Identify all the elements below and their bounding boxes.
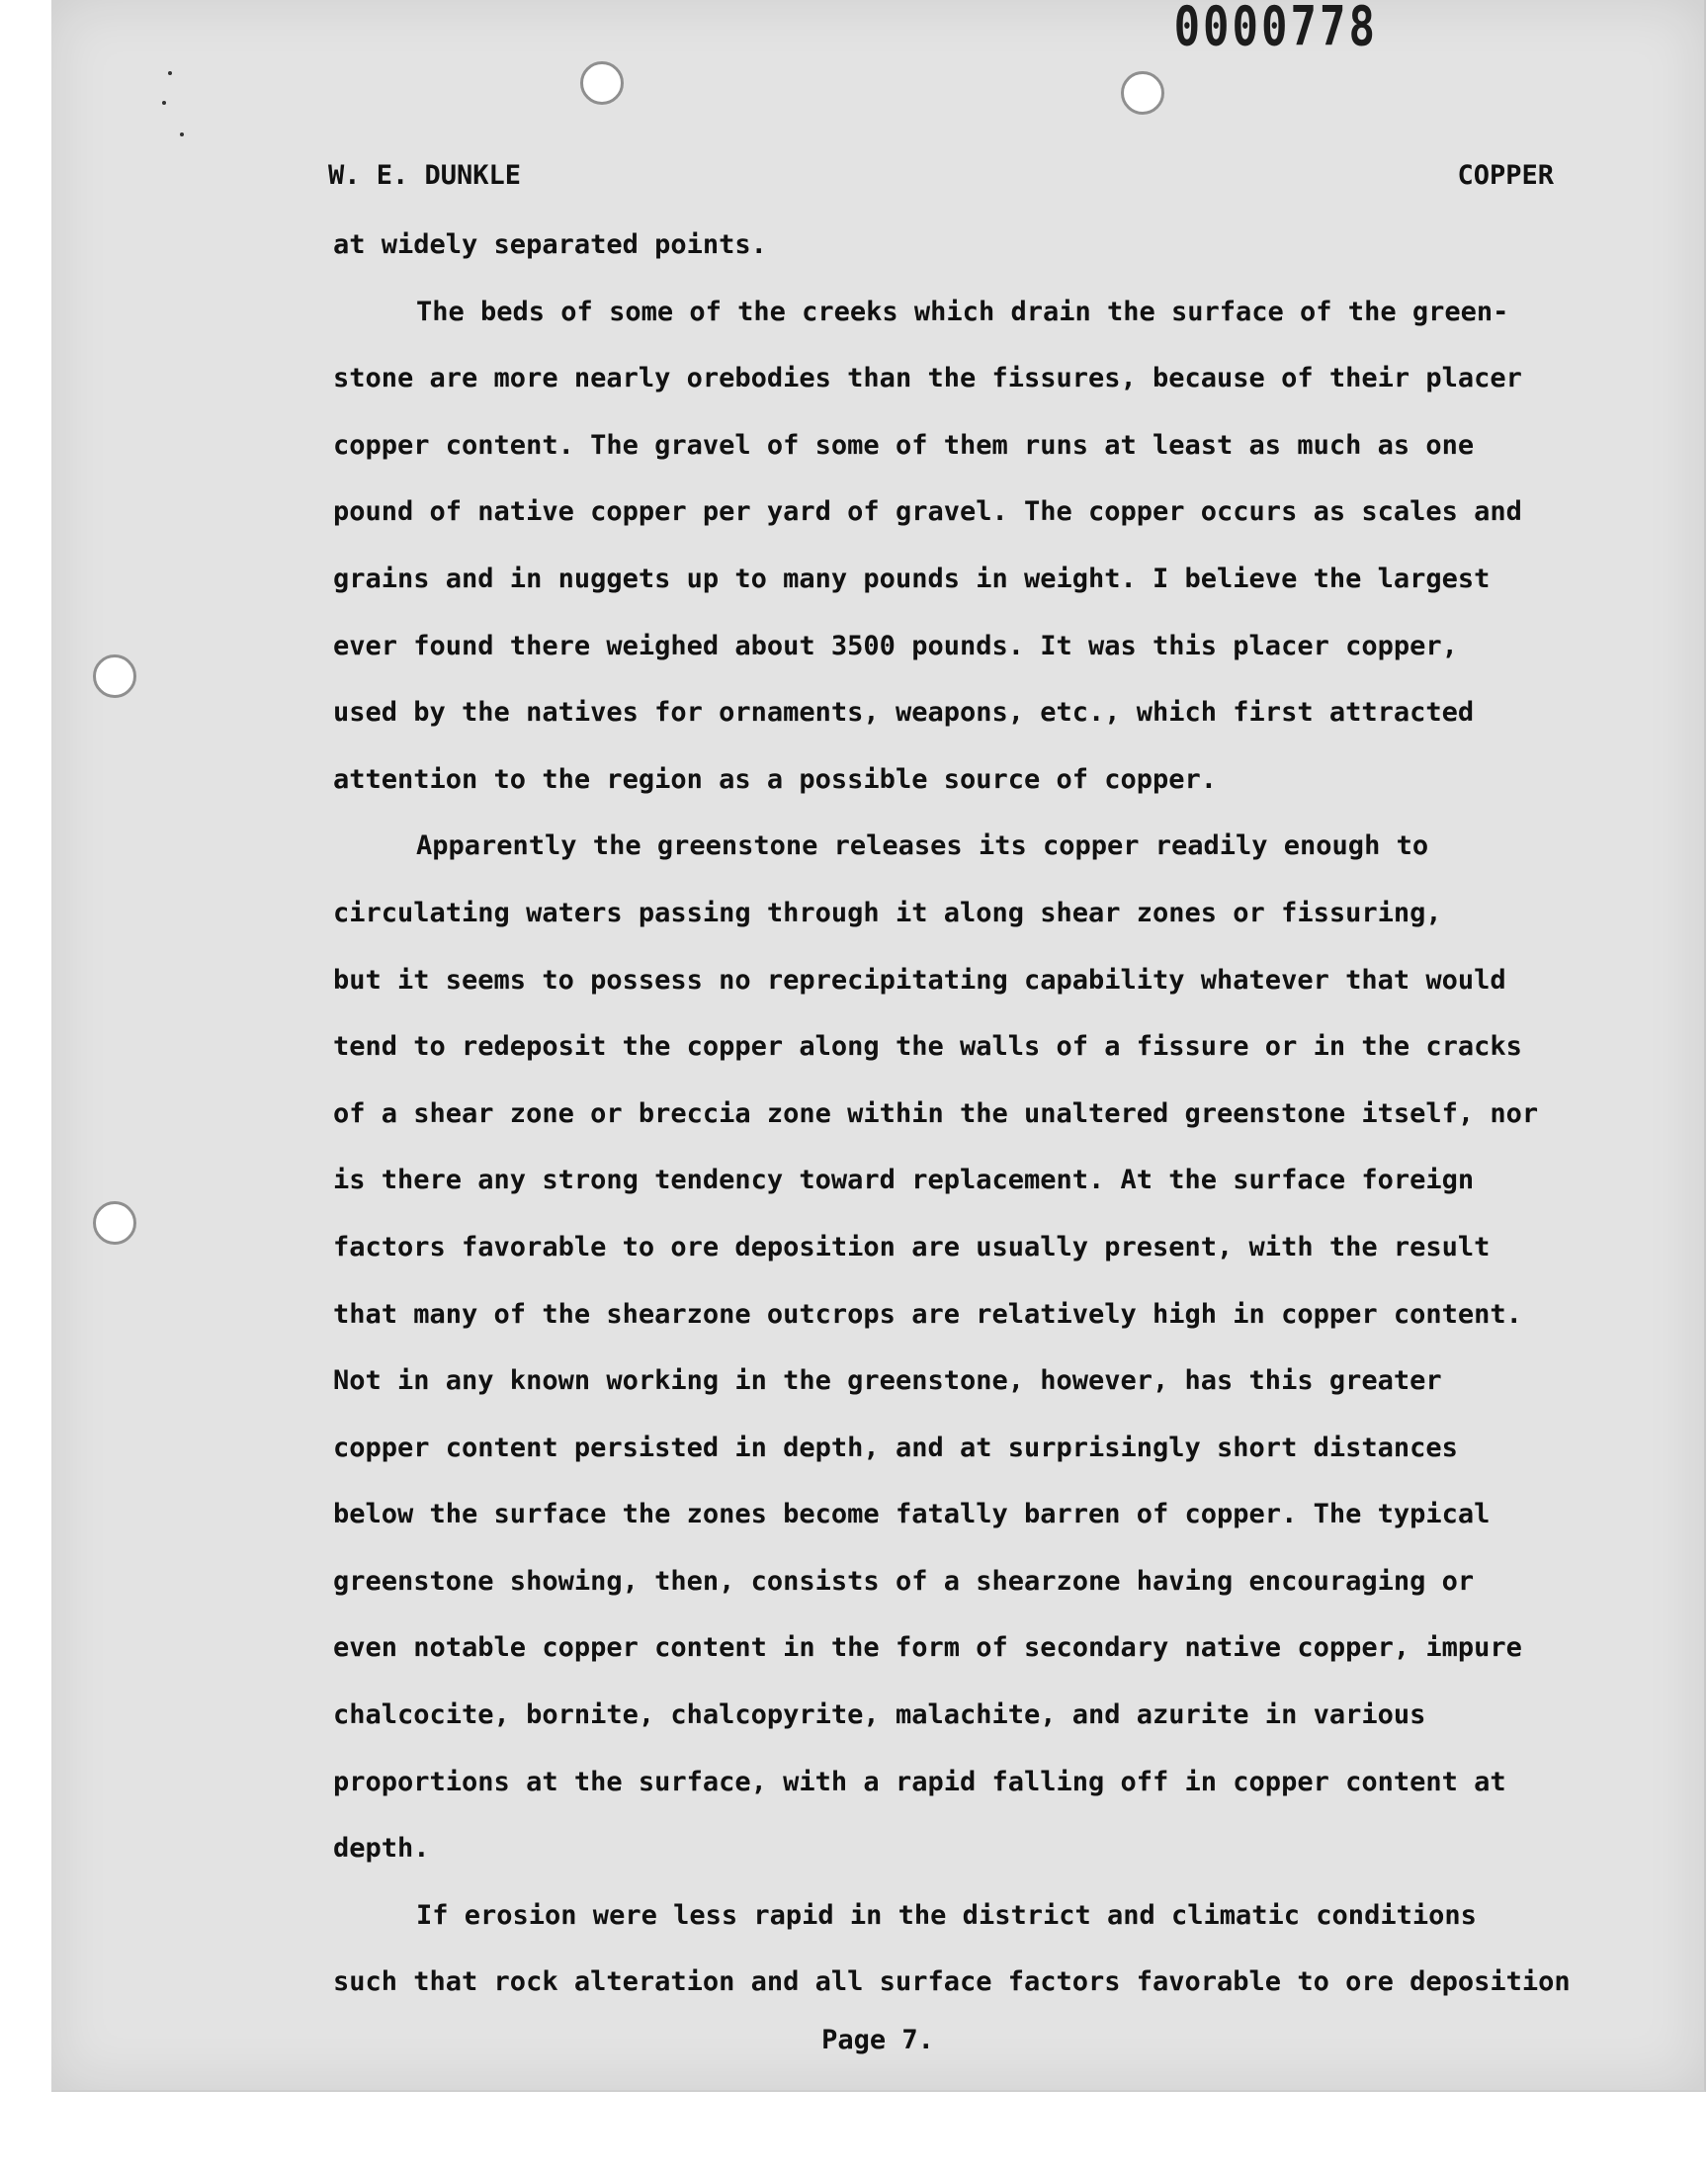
text-line: chalcocite, bornite, chalcopyrite, malachite, and azurite in various (333, 1699, 1426, 1731)
page-number: Page 7. (821, 2025, 934, 2055)
section-title: COPPER (1457, 160, 1554, 191)
text-line: grains and in nuggets up to many pounds in weight. I believe the largest (333, 563, 1491, 594)
text-line: proportions at the surface, with a rapid falling off in copper content at (333, 1766, 1506, 1797)
text-line: of a shear zone or breccia zone within the unaltered greenstone itself, nor (333, 1097, 1539, 1129)
text-line: attention to the region as a possible source of copper. (333, 763, 1218, 795)
text-line: is there any strong tendency toward replacement. At the surface foreign (333, 1165, 1475, 1196)
text-line: Not in any known working in the greenstone, however, has this greater (333, 1365, 1442, 1397)
text-line: ever found there weighed about 3500 pounds. It was this placer copper, (333, 630, 1458, 661)
text-line: used by the natives for ornaments, weapons, etc., which first attracted (333, 697, 1475, 729)
document-number-stamp: 0000778 (1173, 0, 1378, 59)
page-header (328, 160, 1554, 191)
page-content (51, 0, 1704, 2090)
text-line: stone are more nearly orebodies than the fissures, because of their placer (333, 363, 1522, 394)
text-line: greenstone showing, then, consists of a shearzone having encouraging or (333, 1565, 1475, 1597)
text-line: even notable copper content in the form of secondary native copper, impure (333, 1632, 1522, 1664)
text-line: pound of native copper per yard of gravel. The copper occurs as scales and (333, 496, 1522, 528)
text-line: circulating waters passing through it along shear zones or fissuring, (333, 897, 1442, 928)
text-line: at widely separated points. (333, 229, 767, 260)
text-line: such that rock alteration and all surface factors favorable to ore deposition (333, 1966, 1571, 1998)
text-line: tend to redeposit the copper along the walls of a fissure or in the cracks (333, 1031, 1522, 1063)
body-text (333, 225, 1648, 2030)
text-line: copper content persisted in depth, and at surprisingly short distances (333, 1432, 1458, 1463)
text-line: The beds of some of the creeks which drain the surface of the green- (416, 296, 1509, 327)
text-line: below the surface the zones become fatally barren of copper. The typical (333, 1499, 1491, 1530)
text-line: Apparently the greenstone releases its copper readily enough to (416, 830, 1429, 862)
text-line: If erosion were less rapid in the district and climatic conditions (416, 1899, 1477, 1931)
text-line: factors favorable to ore deposition are usually present, with the result (333, 1231, 1491, 1262)
text-line: but it seems to possess no reprecipitating capability whatever that would (333, 964, 1506, 996)
author-name: W. E. DUNKLE (328, 160, 522, 191)
text-line: depth. (333, 1833, 430, 1865)
text-line: that many of the shearzone outcrops are relatively high in copper content. (333, 1298, 1522, 1330)
text-line: copper content. The gravel of some of them runs at least as much as one (333, 429, 1475, 461)
document-page (51, 0, 1706, 2092)
